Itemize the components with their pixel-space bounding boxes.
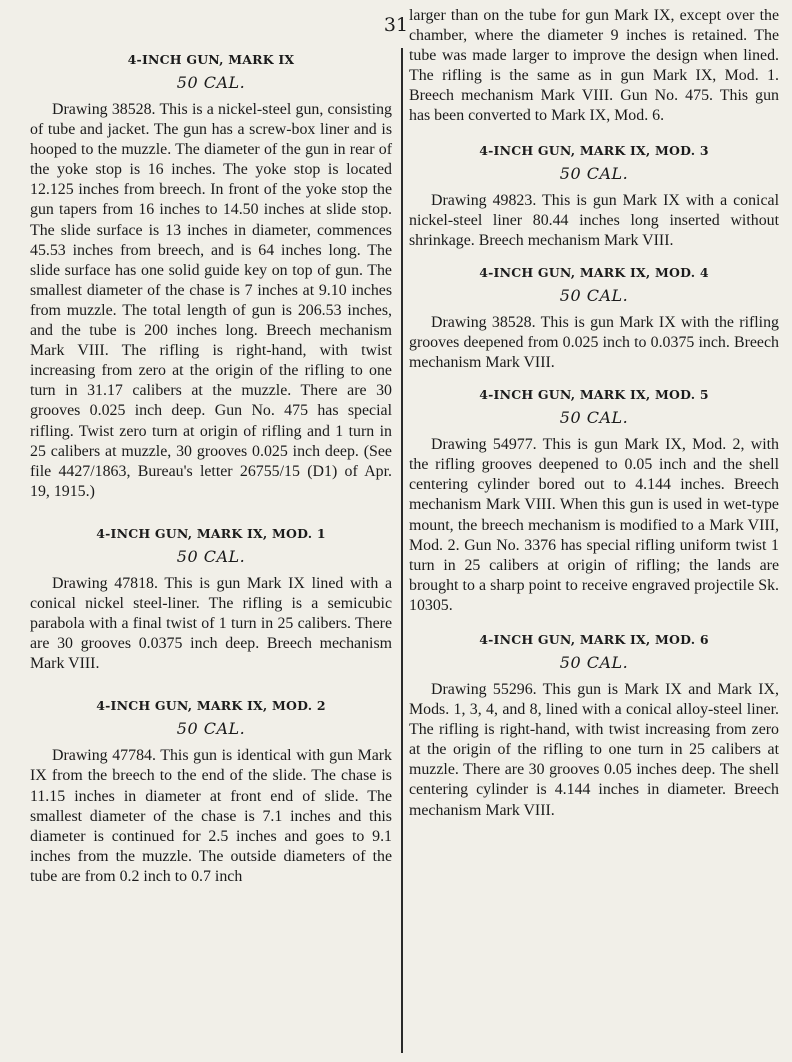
section-heading: 4-INCH GUN, MARK IX, MOD. 3 — [479, 142, 709, 158]
section-caliber: 50 CAL. — [559, 285, 629, 305]
section-text: Drawing 47784. This gun is identical with gun Mark IX from the breech to the end of the slide. The chase is 11.15 inches in diameter at front end of slide. The smallest diameter of the chase is 7.1 inches and this diameter is continued for 2.5 inches and goes to 9.1 inches from the muzzle. The outside diameters of the tube are from 0.2 inch to 0.7 inch — [30, 747, 392, 885]
section-text: Drawing 49823. This is gun Mark IX with a conical nickel-steel liner 80.44 inches long inserted without shrinkage. Breech mechanism Mark VIII. — [409, 191, 779, 249]
section-heading: 4-INCH GUN, MARK IX, MOD. 6 — [479, 631, 709, 647]
section-text: Drawing 47818. This is gun Mark IX lined with a conical nickel steel-liner. The rifling is a semicubic parabola with a final twist of 1 turn in 25 calibers. There are 30 grooves 0.0375 inch deep. Breech mechanism Mark VIII. — [30, 574, 392, 673]
section-text: Drawing 38528. This is a nickel-steel gun, consisting of tube and jacket. The gun has a screw-box liner and is hooped to the muzzle. The diameter of the gun in rear of the yoke stop is 16 inches. The yoke stop is located 12.125 inches from breech. In front of the yoke stop the gun tapers from 16 inches to 14.50 inches at slide stop. The slide surface is 13 inches in diameter, commences 45.53 inches from breech, and is 64 inches long. The slide surface has one solid guide key on top of gun. The smallest diameter of the chase is 7 inches at 9.10 inches from muzzle. The total length of gun is 206.53 inches, and the tube is 200 inches long. Breech mechanism Mark VIII. The rifling is right-hand, with twist increasing from zero at the origin of the rifling to one turn in 31.17 calibers at the muzzle. There are 30 grooves 0.025 inch deep. Gun No. 475 has special rifling. Twist zero turn at origin of rifling and 1 turn in 25 calibers at muzzle, 30 grooves 0.025 inch deep. (See file 4427/1863, Bureau's letter 26755/15 (D1) of Apr. 19, 1915.) — [30, 101, 392, 500]
section-caliber: 50 CAL. — [176, 546, 246, 566]
section-heading: 4-INCH GUN, MARK IX, MOD. 4 — [479, 264, 709, 280]
section-text: Drawing 55296. This gun is Mark IX and Mark IX, Mods. 1, 3, 4, and 8, lined with a conical alloy-steel liner. The rifling is right-hand, with twist increasing from zero at the origin of the rifling to one turn in 25 calibers at muzzle. There are 30 grooves 0.05 inches deep. The shell centering cylinder is 4.144 inches in diameter. Breech mechanism Mark VIII. — [409, 680, 779, 819]
section-heading: 4-INCH GUN, MARK IX, MOD. 5 — [479, 387, 709, 403]
section-caliber: 50 CAL. — [176, 719, 246, 739]
section-heading: 4-INCH GUN, MARK IX, MOD. 2 — [96, 698, 326, 714]
section-caliber: 50 CAL. — [559, 163, 629, 183]
section-caliber: 50 CAL. — [559, 408, 629, 428]
section-caliber: 50 CAL. — [559, 652, 629, 672]
section-text: Drawing 38528. This is gun Mark IX with the rifling grooves deepened from 0.025 inch to 0.0375 inch. Breech mechanism Mark VIII. — [409, 313, 779, 372]
continued-text: larger than on the tube for gun Mark IX, except over the chamber, where the diameter 9 inches is retained. The tube was made larger to improve the design when lined. The rifling is the same as in gun Mark IX, Mod. 1. Breech mechanism Mark VIII. Gun No. 475. This gun has been converted to Mark IX, Mod. 6. — [409, 7, 779, 125]
column-divider — [401, 48, 403, 1053]
right-column — [409, 6, 779, 821]
section-heading: 4-INCH GUN, MARK IX — [127, 52, 295, 67]
section-heading: 4-INCH GUN, MARK IX, MOD. 1 — [96, 525, 326, 541]
page-number: 31 — [383, 14, 409, 36]
left-column — [30, 48, 392, 887]
section-caliber: 50 CAL. — [176, 73, 246, 92]
section-text: Drawing 54977. This is gun Mark IX, Mod. 2, with the rifling grooves deepened to 0.05 inch and the shell centering cylinder bored out to 4.144 inches. Breech mechanism Mark VIII. When this gun is used in wet-type mount, the breech mechanism is modified to a Mark VIII, Mod. 2. Gun No. 3376 has special rifling uniform twist 1 turn in 25 calibers at origin of rifling; the lands are brought to a sharp point to receive engraved projectile Sk. 10305. — [409, 436, 779, 614]
